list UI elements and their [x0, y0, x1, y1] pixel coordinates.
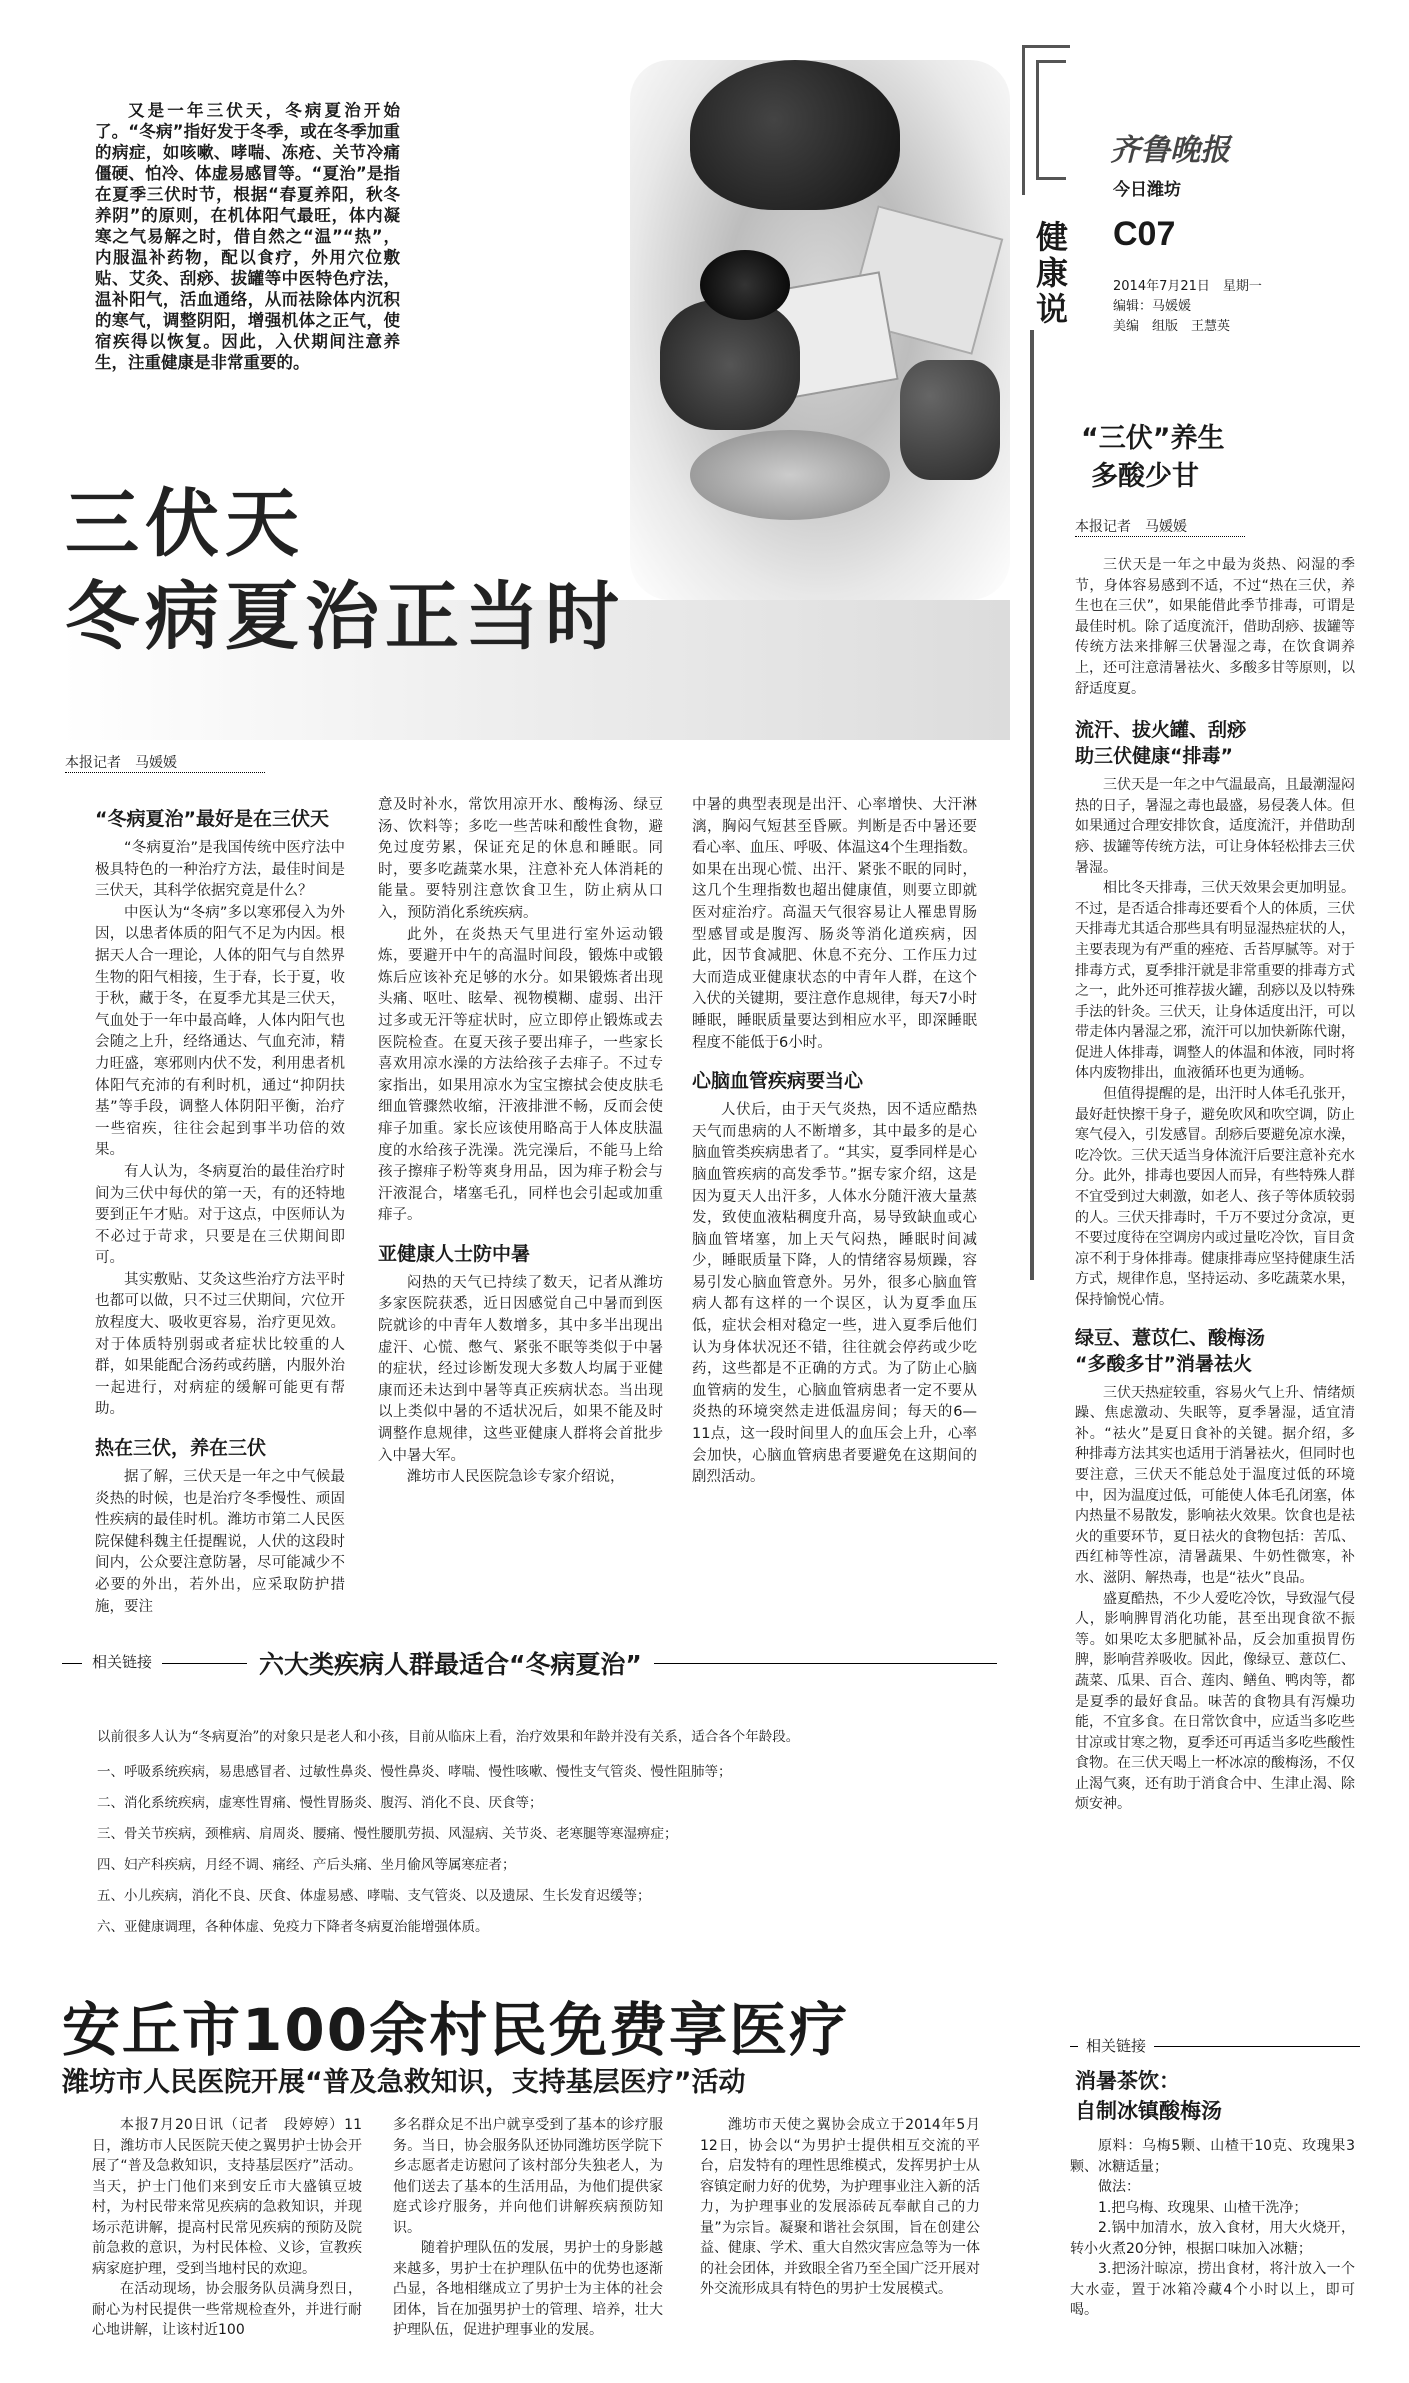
right-body [1075, 555, 1355, 1815]
byline: 本报记者 马媛媛 [65, 752, 265, 773]
medicine-pot-illustration [690, 60, 900, 210]
related-link-intro: 以前很多人认为“冬病夏治”的对象只是老人和小孩，目前从临床上看，治疗效果和年龄并没有关系，适合各个年龄段。 [97, 1729, 800, 1745]
paragraph: 此外，在炎热天气里进行室外运动锻炼，要避开中午的高温时间段，锻炼中或锻炼后应该补充足够的水分。如果锻炼者出现头痛、呕吐、眩晕、视物模糊、虚弱、出汗过多或无汗等症状时，应立即停止锻炼或去医院检查。在夏天孩子要出痱子，一些家长喜欢用凉水澡的方法给孩子去痱子。不过专家指出，如果用凉水为宝宝擦拭会使皮肤毛细血管骤然收缩，汗液排泄不畅，反而会使痱子加重。家长应该使用略高于人体皮肤温度的水给孩子洗澡。洗完澡后，不能马上给孩子擦痱子粉等爽身用品，因为痱子粉会与汗液混合，堵塞毛孔，同样也会引起或加重痱子。 [378, 926, 663, 1224]
right-title [1081, 420, 1355, 496]
list-item: 二、消化系统疾病，虚寒性胃痛、慢性胃肠炎、腹泻、消化不良、厌食等； [97, 1795, 543, 1811]
paragraph: 但值得提醒的是，出汗时人体毛孔张开，最好赶快擦干身子，避免吹风和吹空调，防止寒气侵入，引发感冒。刮痧后要避免凉水澡，吃冷饮。三伏天适当身体流汗后要注意补充水分。此外，排毒也要因人而异，有些特殊人群不宜受到过大刺激，如老人、孩子等体质较弱的人。三伏天排毒时，千万不要过分贪凉，更不要过度待在空调房内或过量吃冷饮，盲目贪凉不利于身体排毒。健康排毒应坚持健康生活方式，规律作息，坚持运动、多吃蔬菜水果，保持愉悦心情。 [1075, 1086, 1355, 1308]
edition-name: 今日潍坊 [1113, 180, 1181, 200]
paragraph: 潍坊市人民医院急诊专家介绍说， [407, 1469, 625, 1486]
newspaper-name: 齐鲁晚报 [1110, 133, 1230, 168]
paragraph: 原料：乌梅5颗、山楂干10克、玫瑰果3颗、冰糖适量； [1070, 2138, 1355, 2175]
paragraph: 在活动现场，协会服务队员满身烈日，耐心为村民提供一些常规检查外，并进行耐心地讲解，让该村近100 [92, 2281, 362, 2338]
right-article [1075, 420, 1355, 1815]
paragraph: 随着护理队伍的发展，男护士的身影越来越多，男护士在护理队伍中的优势也逐渐凸显，各地相继成立了男护士为主体的社会团体，旨在加强男护士的管理、培养，壮大护理队伍，促进护理事业的发展。 [393, 2240, 663, 2338]
story2-title: 安丘市100余村民免费享医疗 [62, 1996, 850, 2064]
list-item: 五、小儿疾病，消化不良、厌食、体虚易感、哮喘、支气管炎、以及遗尿、生长发育迟缓等； [97, 1888, 651, 1904]
page-number: C07 [1113, 215, 1176, 253]
paragraph: 3.把汤汁晾凉，捞出食材，将汁放入一个大水壶，置于冰箱冷藏4个小时以上，即可喝。 [1070, 2261, 1355, 2318]
headline [65, 480, 965, 661]
paragraph: 意及时补水，常饮用凉开水、酸梅汤、绿豆汤、饮料等；多吃一些苦味和酸性食物，避免过度劳累，保证充足的休息和睡眠。同时，要多吃蔬菜水果，注意补充人体消耗的能量。要特别注意饮食卫生，防止病从口入，预防消化系统疾病。 [378, 797, 663, 921]
list-item: 一、呼吸系统疾病，易患感冒者、过敏性鼻炎、慢性鼻炎、哮喘、慢性咳嗽、慢性支气管炎、慢性阻肺等； [97, 1764, 732, 1780]
subheading-line2: 助三伏健康“排毒” [1075, 745, 1233, 768]
list-item: 四、妇产科疾病，月经不调、痛经、产后头痛、坐月偷风等属寒症者； [97, 1857, 516, 1873]
paragraph: 据了解，三伏天是一年之中气候最炎热的时候，也是治疗冬季慢性、顽固性疾病的最佳时机。潍坊市第二人民医院保健科魏主任提醒说，人伏的这段时间内，公众要注意防暑，尽可能减少不必要的外出，若外出，应采取防护措施，要注 [95, 1469, 345, 1615]
paragraph: 1.把乌梅、玫瑰果、山楂干洗净； [1098, 2199, 1308, 2216]
design-credit: 美编 组版 王慧英 [1113, 319, 1231, 334]
subheading: 热在三伏，养在三伏 [95, 1437, 267, 1460]
subheading-line1: 流汗、拔火罐、刮痧 [1075, 719, 1247, 742]
paragraph: 中医认为“冬病”多以寒邪侵入为外因，以患者体质的阳气不足为内因。根据天人合一理论，人体的阳气与自然界生物的阳气相接，生于春，长于夏，收于秋，藏于冬，在夏季尤其是三伏天，气血处于一年中最高峰，人体内阳气也会随之上升，经络通达、气血充沛，精力旺盛，寒邪则内伏不发，利用患者机体阳气充沛的有利时机，通过“抑阴扶基”等手段，调整人体阴阳平衡，治疗一些宿疾，往往会起到事半功倍的效果。 [95, 904, 345, 1159]
editor-credit: 编辑：马媛媛 [1113, 299, 1192, 314]
paragraph: 盛夏酷热，不少人爱吃冷饮，导致湿气侵人，影响脾胃消化功能，甚至出现食欲不振等。如果吃太多肥腻补品，反会加重损胃伤脾，影响营养吸收。因此，像绿豆、薏苡仁、蔬菜、瓜果、百合、莲肉、鳝鱼、鸭肉等，都是夏季的最好食品。味苦的食物具有泻燥功能，不宜多食。在日常饮食中，应适当多吃些甘凉或甘寒之物，夏季还可再适当多吃些酸性食物。在三伏天喝上一杯冰凉的酸梅汤，不仅止渴气爽，还有助于消食合中、生津止渴、除烦安神。 [1075, 1590, 1355, 1813]
subheading: 心脑血管疾病要当心 [692, 1070, 864, 1093]
related-link-box [62, 1645, 997, 1985]
paragraph: 潍坊市天使之翼协会成立于2014年5月12日，协会以“为男护士提供相互交流的平台，启发特有的理性思维模式，发挥男护士从容镇定耐力好的优势，为护理事业注入新的活力，为护理事业的发展添砖瓦奉献自己的力量”为宗旨。凝聚和谐社会氛围，旨在创建公益、健康、学术、重大自然灾害应急等为一体的社会团体，并致眼全省乃至全国广泛开展对外交流形成具有特色的男护士发展模式。 [700, 2117, 980, 2297]
paragraph: 2.锅中加清水，放入食材，用大火烧开，转小火煮20分钟，根据口味加入冰糖； [1070, 2220, 1355, 2257]
right-title-line2: 多酸少甘 [1091, 461, 1199, 492]
related-link-title-line2: 自制冰镇酸梅汤 [1075, 2099, 1222, 2123]
related-link-tag: 相关链接 [1078, 2035, 1154, 2056]
paragraph: 其实敷贴、艾灸这些治疗方法平时也都可以做，只不过三伏期间，穴位开放程度大、吸收更容易，治疗更见效。对于体质特别弱或者症状比较重的人群，如果能配合汤药或药膳，内服外治一起进行，对病症的缓解可能更有帮助。 [95, 1271, 345, 1418]
paragraph: 人伏后，由于天气炎热，因不适应酷热天气而患病的人不断增多，其中最多的是心脑血管类疾病患者了。“其实，夏季同样是心脑血管疾病的高发季节。”据专家介绍，这是因为夏天人出汗多，人体水分随汗液大量蒸发，致使血液粘稠度升高，易导致缺血或心脑血管堵塞，加上天气闷热，睡眠时间减少，睡眠质量下降，人的情绪容易烦躁，容易引发心脑血管意外。另外，很多心脑血管病人都有这样的一个误区，认为夏季血压低，症状会相对稳定一些，进入夏季后他们认为身体状况还不错，往往就会停药或少吃药，这些都是不正确的方式。为了防止心脑血管病的发生，心脑血管病患者一定不要从炎热的环境突然走进低温房间；每天的6—11点，这一段时间里人的血压会上升，心率会加快，心脑血管病患者要避免在这期间的剧烈活动。 [692, 1102, 977, 1486]
headline-line2: 冬病夏治正当时 [65, 574, 625, 660]
right-title-line1: “三伏”养生 [1081, 423, 1225, 454]
headline-line1: 三伏天 [65, 481, 305, 567]
list-item: 六、亚健康调理，各种体虚、免疫力下降者冬病夏治能增强体质。 [97, 1919, 489, 1935]
related-link-title-line1: 消暑茶饮： [1075, 2069, 1180, 2093]
paragraph: 多名群众足不出户就享受到了基本的诊疗服务。当日，协会服务队还协同潍坊医学院下乡志愿者走访慰问了该村部分失独老人，为他们送去了基本的生活用品，为他们提供家庭式诊疗服务，并向他们讲解疾病预防知识。 [393, 2117, 663, 2236]
column-name-vertical: 健康说 [1031, 220, 1069, 328]
paragraph: 闷热的天气已持续了数天，记者从潍坊多家医院获悉，近日因感觉自己中暑而到医院就诊的中青年人数增多，其中多半出现出虚汗、心慌、憋气、紧张不眠等类似于中暑的症状，经过诊断发现大多数人均属于亚健康而还未达到中暑等真正疾病状态。当出现以上类似中暑的不适状况后，如果不能及时调整作息规律，这些亚健康人群将会首批步入中暑大军。 [378, 1274, 663, 1464]
story2-column-3 [700, 2115, 980, 2300]
right-related-link [1070, 2035, 1370, 2321]
related-link-tag: 相关链接 [82, 1651, 162, 1672]
subheading-line1: 绿豆、薏苡仁、酸梅汤 [1075, 1326, 1266, 1349]
red-dates-illustration [900, 360, 1000, 480]
list-item: 三、骨关节疾病，颈椎病、肩周炎、腰痛、慢性腰肌劳损、风湿病、关节炎、老寒腿等寒湿痹症； [97, 1826, 678, 1842]
paragraph: 有人认为，冬病夏治的最佳治疗时间为三伏中每伏的第一天，有的还特地要到正午才贴。对于这点，中医师认为不必过于苛求，只要是在三伏期间即可。 [95, 1163, 345, 1267]
paragraph: 做法： [1098, 2179, 1140, 2195]
story2-subtitle: 潍坊市人民医院开展“普及急救知识，支持基层医疗”活动 [62, 2067, 746, 2098]
paragraph: 三伏天热症较重，容易火气上升、情绪烦躁、焦虑激动、失眠等，夏季暑湿，适宜清补。“祛火”是夏日食补的关键。据介绍，多种排毒方法其实也适用于消暑祛火，但同时也要注意，三伏天不能总处于温度过低的环境中，因为温度过低，可能使人体毛孔闭塞，体内热量不易散发，影响祛火效果。饮食也是祛火的重要环节，夏日祛火的食物包括：苦瓜、西红柿等性凉，清暑蔬果、牛奶性微寒，补水、滋阴、解热毒，也是“祛火”良品。 [1075, 1384, 1355, 1586]
paragraph: 本报7月20日讯（记者 段婷婷）11日，潍坊市人民医院天使之翼男护士协会开展了“普及急救知识，支持基层医疗”活动。当天，护士门他们来到安丘市大盛镇豆坡村，为村民带来常见疾病的急救知识，并现场示范讲解，提高村民常见疾病的预防及院前急救的意识，为村民体检、义诊，宣教疾病家庭护理，受到当地村民的欢迎。 [92, 2117, 362, 2277]
issue-date: 2014年7月21日 星期一 [1113, 279, 1262, 294]
subheading: “冬病夏治”最好是在三伏天 [95, 808, 329, 830]
subheading: 亚健康人士防中暑 [378, 1242, 531, 1265]
paragraph: 三伏天是一年之中最为炎热、闷湿的季节，身体容易感到不适，不过“热在三伏，养生也在三伏”，如果能借此季节排毒，可谓是最佳时机。除了适度流汗，借助刮痧、拔罐等传统方法来排解三伏暑湿之毒，在饮食调养上，还可注意清暑祛火、多酸多甘等原则，以舒适度夏。 [1075, 557, 1355, 697]
subheading-line2: “多酸多甘”消暑祛火 [1075, 1352, 1252, 1375]
article-column-1 [95, 800, 345, 1618]
article-column-2 [378, 795, 663, 1489]
intro-paragraph: 又是一年三伏天，冬病夏治开始了。“冬病”指好发于冬季，或在冬季加重的病症，如咳嗽、哮喘、冻疮、关节冷痛僵硬、怕冷、体虚易感冒等。“夏治”是指在夏季三伏时节，根据“春夏养阳，秋冬养阴”的原则，在机体阳气最旺，体内凝寒之气易解之时，借自然之“温”“热”，内服温补药物，配以食疗，外用穴位敷贴、艾灸、刮痧、拔罐等中医特色疗法，温补阳气，活血通络，从而祛除体内沉积的寒气，调整阴阳，增强机体之正气，使宿疾得以恢复。因此，入伏期间注意养生，注重健康是非常重要的。 [95, 101, 400, 372]
paragraph: 三伏天是一年之中气温最高，且最潮湿闷热的日子，暑湿之毒也最盛，易侵袭人体。但如果通过合理安排饮食，适度流汗，并借助刮痧、拔罐等传统方法，可让身体轻松排去三伏暑湿。 [1075, 777, 1355, 876]
right-byline: 本报记者 马媛媛 [1075, 516, 1245, 537]
related-link-title: 六大类疾病人群最适合“冬病夏治” [247, 1645, 654, 1681]
article-column-3 [692, 795, 977, 1489]
dried-herbs-illustration [660, 300, 800, 430]
related-link-title [1075, 2066, 1370, 2126]
related-link-list [97, 1757, 977, 1943]
decorative-pattern [1036, 60, 1066, 180]
paragraph: “冬病夏治”是我国传统中医疗法中极具特色的一种治疗方法，最佳时间是三伏天，其科学依据究竟是什么？ [95, 840, 345, 900]
paragraph: 中暑的典型表现是出汗、心率增快、大汗淋漓，胸闷气短甚至昏厥。判断是否中暑还要看心率、血压、呼吸、体温这4个生理指数。如果在出现心慌、出汗、紧张不眠的同时，这几个生理指数也超出健康值，则要立即就医对症治疗。高温天气很容易让人罹患胃肠型感冒或是腹泻、肠炎等消化道疾病，因此，因节食减肥、休息不充分、工作压力过大而造成亚健康状态的中青年人群，在这个入伏的关键期，要注意作息规律，每天7小时睡眠，睡眠质量要达到相应水平，即深睡眠程度不能低于6小时。 [692, 797, 977, 1051]
subheading [1075, 717, 1355, 769]
story2-column-2 [393, 2115, 663, 2341]
recipe-text [1070, 2136, 1355, 2321]
paragraph: 相比冬天排毒，三伏天效果会更加明显。不过，是否适合排毒还要看个人的体质，三伏天排毒尤其适合那些具有明显湿热症状的人，主要表现为有严重的痤疮、舌苔厚腻等。对于排毒方式，夏季排汗就是非常重要的排毒方式之一，此外还可推荐拔火罐，刮痧以及以特殊手法的针灸。三伏天，让身体适度出汗，可以带走体内暑湿之邪，流汗可以加快新陈代谢，促进人体排毒，调整人的体温和体液，同时将体内废物排出，血液循环也更为通畅。 [1075, 880, 1355, 1082]
sidebar-divider [1030, 330, 1034, 1280]
lingzhi-illustration [700, 250, 790, 320]
subheading [1075, 1325, 1355, 1377]
story2-column-1 [92, 2115, 362, 2341]
